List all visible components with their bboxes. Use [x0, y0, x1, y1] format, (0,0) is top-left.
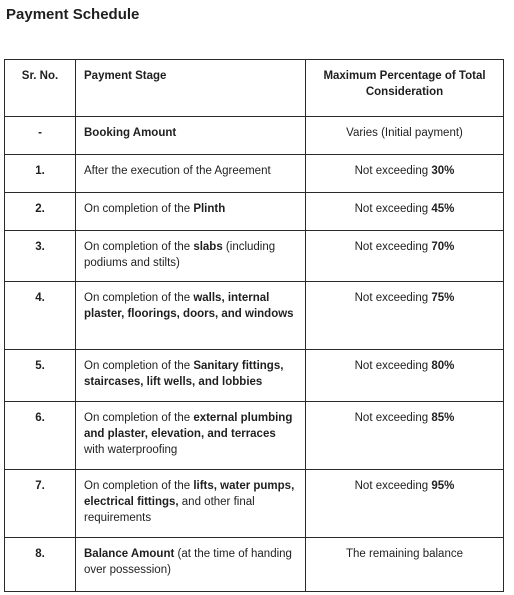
- text-segment: Not exceeding: [354, 203, 432, 215]
- payment-stage-cell: [76, 538, 306, 592]
- sr-no-cell: 5.: [5, 350, 76, 402]
- sr-no-cell: 7.: [5, 470, 76, 538]
- sr-no-cell: -: [5, 117, 76, 155]
- percentage-cell: [306, 350, 504, 402]
- bold-text-segment: walls, internal plaster, floorings, doors, and windows: [84, 292, 294, 320]
- text-segment: Not exceeding: [354, 292, 432, 304]
- bold-text-segment: 95%: [431, 480, 455, 492]
- bold-text-segment: slabs: [193, 241, 223, 253]
- table-row: [5, 155, 504, 193]
- payment-stage-cell: [76, 282, 306, 350]
- text-segment: Varies (Initial payment): [346, 127, 463, 139]
- sr-no-cell: 8.: [5, 538, 76, 592]
- page-title: Payment Schedule: [6, 6, 140, 23]
- payment-stage-cell: [76, 470, 306, 538]
- percentage-cell: [306, 538, 504, 592]
- payment-stage-cell: [76, 231, 306, 282]
- sr-no-cell: 6.: [5, 402, 76, 470]
- payment-stage-cell: [76, 155, 306, 193]
- text-segment: Not exceeding: [354, 241, 432, 253]
- payment-stage-cell: [76, 117, 306, 155]
- table-row: [5, 538, 504, 592]
- table-row: [5, 282, 504, 350]
- table-row: [5, 470, 504, 538]
- text-segment: Not exceeding: [354, 165, 432, 177]
- bold-text-segment: 30%: [431, 165, 455, 177]
- table-row: [5, 350, 504, 402]
- bold-text-segment: 70%: [431, 241, 455, 253]
- text-segment: Not exceeding: [354, 480, 432, 492]
- bold-text-segment: Sanitary fittings, staircases, lift wells, and lobbies: [84, 360, 284, 388]
- header-sr-no: Sr. No.: [5, 60, 76, 117]
- text-segment: Not exceeding: [354, 360, 432, 372]
- percentage-cell: [306, 282, 504, 350]
- table-row: [5, 402, 504, 470]
- bold-text-segment: 80%: [431, 360, 455, 372]
- text-segment: and other final requirements: [84, 496, 255, 524]
- header-payment-stage: Payment Stage: [76, 60, 306, 117]
- table-row: [5, 231, 504, 282]
- sr-no-cell: 4.: [5, 282, 76, 350]
- bold-text-segment: Balance Amount: [84, 548, 175, 560]
- percentage-cell: [306, 155, 504, 193]
- text-segment: On completion of the: [84, 360, 194, 372]
- bold-text-segment: 45%: [431, 203, 455, 215]
- payment-stage-cell: [76, 193, 306, 231]
- sr-no-cell: 1.: [5, 155, 76, 193]
- payment-stage-cell: [76, 402, 306, 470]
- percentage-cell: [306, 193, 504, 231]
- header-max-percentage: Maximum Percentage of Total Consideration: [306, 60, 504, 117]
- percentage-cell: [306, 470, 504, 538]
- text-segment: (at the time of handing over possession): [84, 548, 292, 576]
- bold-text-segment: 85%: [431, 412, 455, 424]
- percentage-cell: [306, 402, 504, 470]
- table-header-row: [5, 60, 504, 117]
- sr-no-cell: 3.: [5, 231, 76, 282]
- bold-text-segment: Booking Amount: [84, 127, 177, 139]
- bold-text-segment: 75%: [431, 292, 455, 304]
- text-segment: On completion of the: [84, 480, 194, 492]
- text-segment: (including podiums and stilts): [84, 241, 276, 269]
- text-segment: On completion of the: [84, 412, 194, 424]
- text-segment: On completion of the: [84, 241, 194, 253]
- sr-no-cell: 2.: [5, 193, 76, 231]
- text-segment: On completion of the: [84, 203, 194, 215]
- percentage-cell: [306, 117, 504, 155]
- text-segment: The remaining balance: [346, 548, 463, 560]
- table-row: [5, 117, 504, 155]
- text-segment: with waterproofing: [84, 444, 178, 456]
- bold-text-segment: lifts, water pumps, electrical fittings,: [84, 480, 295, 508]
- payment-schedule-table: [4, 59, 504, 592]
- table-row: [5, 193, 504, 231]
- payment-stage-cell: [76, 350, 306, 402]
- text-segment: On completion of the: [84, 292, 194, 304]
- percentage-cell: [306, 231, 504, 282]
- bold-text-segment: external plumbing and plaster, elevation, and terraces: [84, 412, 293, 440]
- text-segment: After the execution of the Agreement: [84, 165, 271, 177]
- bold-text-segment: Plinth: [193, 203, 226, 215]
- text-segment: Not exceeding: [354, 412, 432, 424]
